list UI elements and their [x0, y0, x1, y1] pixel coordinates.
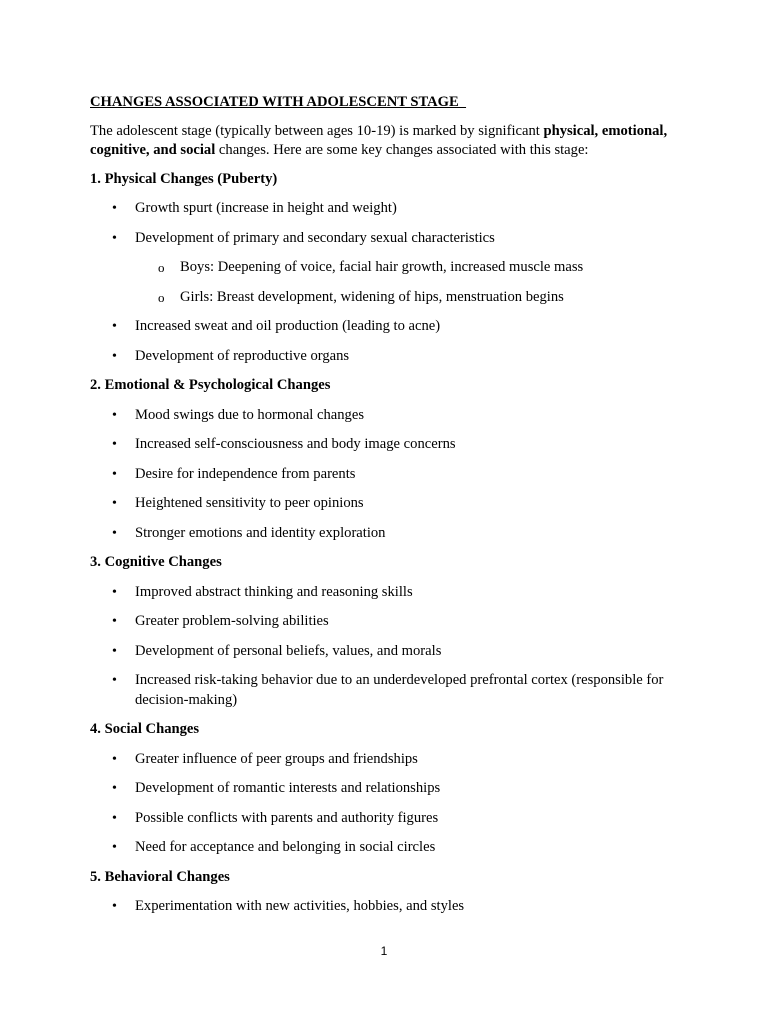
bullet-icon: • [112, 840, 117, 855]
sub-list-item-text: Girls: Breast development, widening of hips, menstruation begins [180, 288, 564, 305]
bullet-list [90, 583, 686, 711]
bullet-icon: • [112, 437, 117, 452]
bullet-list [90, 199, 686, 366]
list-item [90, 642, 686, 662]
section-heading: 2. Emotional & Psychological Changes [90, 377, 331, 393]
sub-list-item-text: Boys: Deepening of voice, facial hair growth, increased muscle mass [180, 259, 584, 275]
sub-bullet-list [135, 258, 686, 307]
bullet-icon: • [112, 673, 117, 688]
document-title: CHANGES ASSOCIATED WITH ADOLESCENT STAGE [90, 94, 467, 110]
list-item [90, 671, 686, 710]
bullet-icon: • [112, 466, 117, 482]
list-item [90, 199, 686, 219]
list-item-text: Stronger emotions and identity exploration [135, 524, 386, 541]
list-item-text: Greater influence of peer groups and friendships [135, 750, 418, 767]
list-item [90, 465, 686, 485]
bullet-list [90, 406, 686, 544]
list-item [90, 347, 686, 367]
intro-text-prefix: The adolescent stage (typically between ages 10-19) is marked by significant [90, 122, 544, 139]
bullet-icon: • [112, 584, 117, 600]
section-heading: 4. Social Changes [90, 721, 200, 737]
list-item-text: Growth spurt (increase in height and weight) [135, 200, 397, 216]
list-item [90, 779, 686, 799]
list-item [90, 494, 686, 514]
bullet-icon: • [112, 348, 117, 364]
list-item [90, 612, 686, 632]
bullet-icon: • [112, 643, 117, 659]
bullet-icon: • [112, 407, 117, 423]
list-item-text: Greater problem-solving abilities [135, 613, 329, 629]
intro-paragraph [90, 122, 686, 161]
sub-list-item [135, 258, 686, 278]
list-item-text: Desire for independence from parents [135, 465, 356, 482]
list-item [90, 809, 686, 829]
bullet-icon: • [112, 781, 117, 796]
list-item-text: Increased risk-taking behavior due to an underdeveloped prefrontal cortex (responsible for decision-making) [135, 672, 664, 708]
intro-text-suffix: changes. Here are some key changes associated with this stage: [215, 142, 589, 158]
sub-bullet-icon: o [158, 289, 165, 305]
list-item-text: Development of primary and secondary sexual characteristics [135, 229, 495, 246]
bullet-icon: • [112, 201, 117, 216]
section [90, 868, 686, 917]
list-item-text: Possible conflicts with parents and authority figures [135, 809, 439, 826]
list-item-text: Development of romantic interests and relationships [135, 780, 441, 796]
intro-text-bold: physical, emotional, cognitive, and social [90, 122, 668, 158]
list-item [90, 229, 686, 308]
sections-container [90, 170, 686, 917]
list-item [90, 838, 686, 858]
list-item-text: Experimentation with new activities, hobbies, and styles [135, 898, 465, 914]
list-item-text: Increased sweat and oil production (leading to acne) [135, 318, 441, 334]
list-item-text: Need for acceptance and belonging in social circles [135, 839, 436, 855]
list-item [90, 435, 686, 455]
section-heading: 1. Physical Changes (Puberty) [90, 170, 278, 187]
list-item [90, 406, 686, 426]
bullet-icon: • [112, 751, 117, 767]
list-item [90, 317, 686, 337]
section [90, 553, 686, 710]
page-number: 1 [380, 944, 388, 958]
list-item-text: Increased self-consciousness and body image concerns [135, 436, 456, 452]
list-item [90, 750, 686, 770]
list-item [90, 583, 686, 603]
list-item-text: Heightened sensitivity to peer opinions [135, 495, 364, 511]
bullet-icon: • [112, 810, 117, 826]
document-body [90, 93, 686, 927]
sub-bullet-icon: o [158, 260, 165, 275]
bullet-icon: • [112, 525, 117, 541]
bullet-icon: • [112, 496, 117, 511]
list-item-text: Development of personal beliefs, values, and morals [135, 642, 442, 659]
sub-list-item [135, 288, 686, 308]
list-item [90, 897, 686, 917]
section-heading: 3. Cognitive Changes [90, 554, 222, 570]
bullet-list [90, 750, 686, 858]
bullet-icon: • [112, 230, 117, 246]
section [90, 376, 686, 543]
bullet-icon: • [112, 319, 117, 334]
list-item [90, 524, 686, 544]
list-item-text: Development of reproductive organs [135, 347, 350, 364]
section [90, 720, 686, 858]
list-item-text: Improved abstract thinking and reasoning skills [135, 583, 413, 600]
section-heading: 5. Behavioral Changes [90, 868, 230, 885]
bullet-icon: • [112, 614, 117, 629]
bullet-list [90, 897, 686, 917]
bullet-icon: • [112, 899, 117, 914]
list-item-text: Mood swings due to hormonal changes [135, 406, 365, 423]
section [90, 170, 686, 367]
